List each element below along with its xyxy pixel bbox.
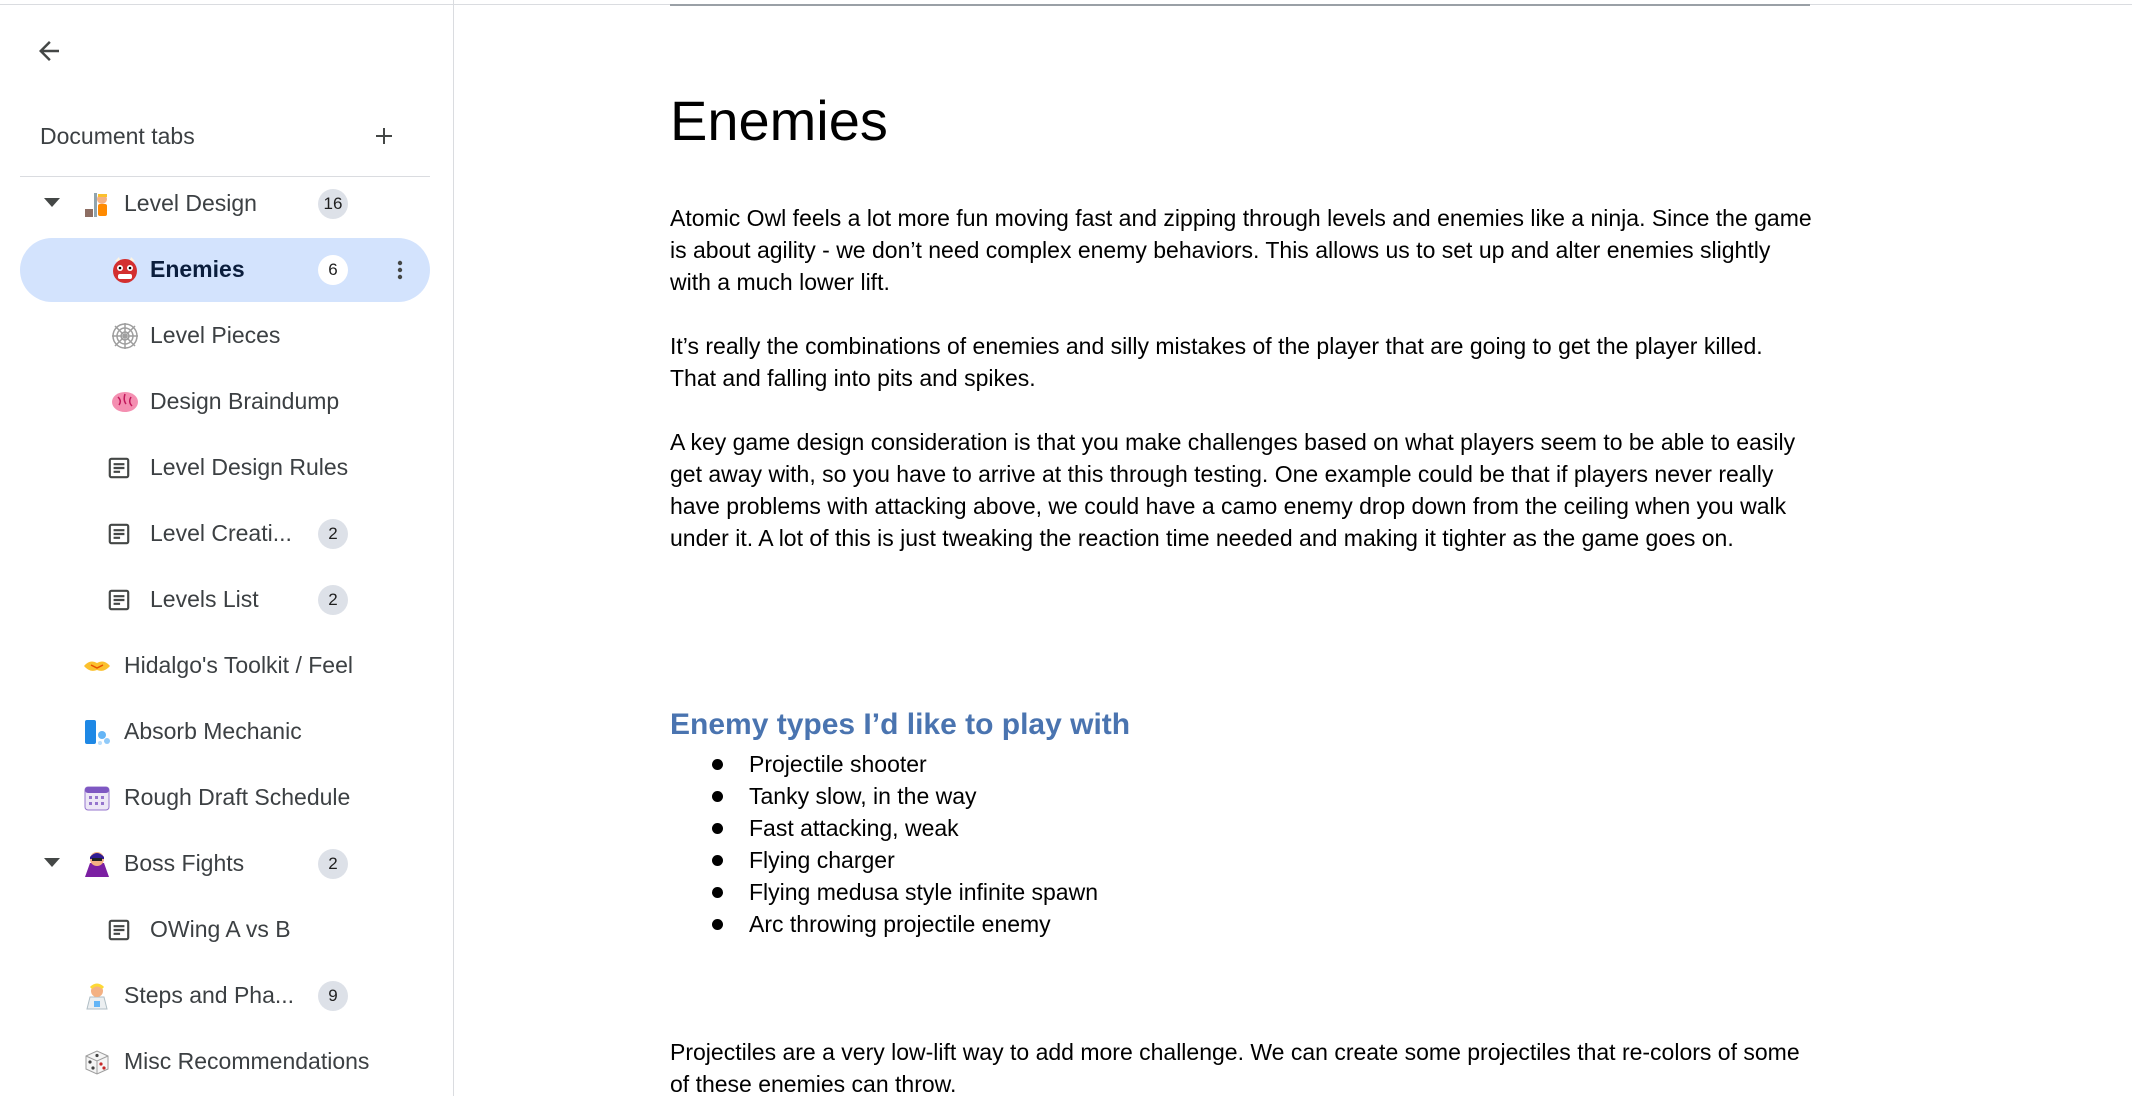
tab-level-design-rules[interactable] (20, 436, 430, 500)
document-tabs-sidebar (0, 0, 454, 1096)
tab-absorb-mechanic[interactable] (20, 700, 430, 764)
spider-web-icon (110, 321, 140, 351)
tab-options-button[interactable] (382, 252, 418, 288)
arrow-back-icon (34, 36, 64, 66)
sidebar-header (40, 118, 402, 154)
tab-label: Rough Draft Schedule (124, 784, 351, 810)
tab-count-badge: 9 (318, 981, 348, 1011)
supervillain-icon (82, 849, 112, 879)
add-tab-button[interactable] (366, 118, 402, 154)
bullet-icon (712, 919, 723, 930)
dice-icon (82, 1047, 112, 1077)
document-title: Enemies (670, 89, 888, 152)
ogre-mask-icon (110, 255, 140, 285)
bullet-icon (712, 823, 723, 834)
tab-steps-and-phases[interactable] (20, 964, 430, 1028)
tab-label: Level Pieces (150, 322, 281, 348)
tab-misc-recommendations[interactable] (20, 1030, 430, 1094)
list-item-text: Tanky slow, in the way (749, 783, 977, 809)
section-heading: Enemy types I’d like to play with (670, 708, 1131, 741)
calendar-icon (82, 783, 112, 813)
tab-level-creation[interactable] (20, 502, 430, 566)
tab-level-design[interactable] (20, 172, 430, 236)
tab-label: Level Design (124, 190, 257, 216)
tab-label: Misc Recommendations (124, 1048, 370, 1074)
bullet-icon (712, 855, 723, 866)
document-icon (104, 519, 134, 549)
tab-count-badge: 6 (318, 255, 348, 285)
list-item-text: Projectile shooter (749, 751, 927, 777)
scientist-icon (82, 981, 112, 1011)
bullet-icon (712, 759, 723, 770)
handshake-icon (82, 651, 112, 681)
tab-count-badge: 2 (318, 585, 348, 615)
back-button[interactable] (28, 30, 70, 72)
tab-label: Level Creati... (150, 520, 292, 546)
paragraph-projectiles: Projectiles are a very low-lift way to add more challenge. We can create some projectiles that re-colors of some of these enemies can throw. (670, 1039, 1800, 1097)
list-item (670, 780, 1098, 812)
document-icon (104, 453, 134, 483)
brain-icon (110, 387, 140, 417)
tab-hidalgos-toolkit[interactable] (20, 634, 430, 698)
tab-label: Enemies (150, 256, 245, 282)
tab-label: Absorb Mechanic (124, 718, 302, 744)
tab-level-pieces[interactable] (20, 304, 430, 368)
list-item (670, 844, 1098, 876)
tab-levels-list[interactable] (20, 568, 430, 632)
tab-count-badge: 2 (318, 849, 348, 879)
tab-label: OWing A vs B (150, 916, 291, 942)
document-icon (104, 915, 134, 945)
document-icon (104, 585, 134, 615)
tab-label: Boss Fights (124, 850, 245, 876)
list-item (670, 908, 1098, 940)
tab-count-badge: 16 (318, 189, 348, 219)
caret-down-icon[interactable] (44, 198, 60, 207)
water-icon (82, 717, 112, 747)
tab-label: Design Braindump (150, 388, 340, 414)
paragraph-design-consideration: A key game design consideration is that you make challenges based on what players seem to be able to easily get away with, so you have to arrive at this through testing. One example could be that if players never really have problems with attacking above, we could have a camo enemy drop down from the ceiling when you walk under it. A lot of this is just tweaking the reaction time needed and making it tighter as the game goes on. (670, 429, 1796, 551)
tab-label: Levels List (150, 586, 259, 612)
tab-count-badge: 2 (318, 519, 348, 549)
list-item-text: Flying charger (749, 847, 895, 873)
page-top-edge (670, 4, 1810, 6)
tab-design-braindump[interactable] (20, 370, 430, 434)
paragraph-intro: Atomic Owl feels a lot more fun moving fast and zipping through levels and enemies like a ninja. Since the game is about agility - we don’t need complex enemy behaviors. This allows us to set up and alter enemies slightly with a much lower lift. (670, 205, 1812, 295)
tab-rough-draft-schedule[interactable] (20, 766, 430, 830)
more-vert-icon (388, 258, 412, 282)
enemy-types-list (670, 748, 1098, 940)
list-item (670, 812, 1098, 844)
bullet-icon (712, 791, 723, 802)
tab-label: Hidalgo's Toolkit / Feel (124, 652, 353, 678)
tab-label: Steps and Pha... (124, 982, 295, 1008)
plus-icon (372, 124, 396, 148)
list-item (670, 748, 1098, 780)
caret-down-icon[interactable] (44, 858, 60, 867)
paragraph-combinations: It’s really the combinations of enemies and silly mistakes of the player that are going to get the player killed. That and falling into pits and spikes. (670, 333, 1763, 391)
bullet-icon (712, 887, 723, 898)
list-item (670, 876, 1098, 908)
sidebar-title: Document tabs (40, 122, 195, 149)
list-item-text: Flying medusa style infinite spawn (749, 879, 1098, 905)
tab-enemies[interactable] (20, 238, 430, 302)
list-item-text: Fast attacking, weak (749, 815, 959, 841)
builder-icon (82, 189, 112, 219)
tab-owing-a-vs-b[interactable] (20, 898, 430, 962)
tab-boss-fights[interactable] (20, 832, 430, 896)
list-item-text: Arc throwing projectile enemy (749, 911, 1051, 937)
tab-label: Level Design Rules (150, 454, 349, 480)
